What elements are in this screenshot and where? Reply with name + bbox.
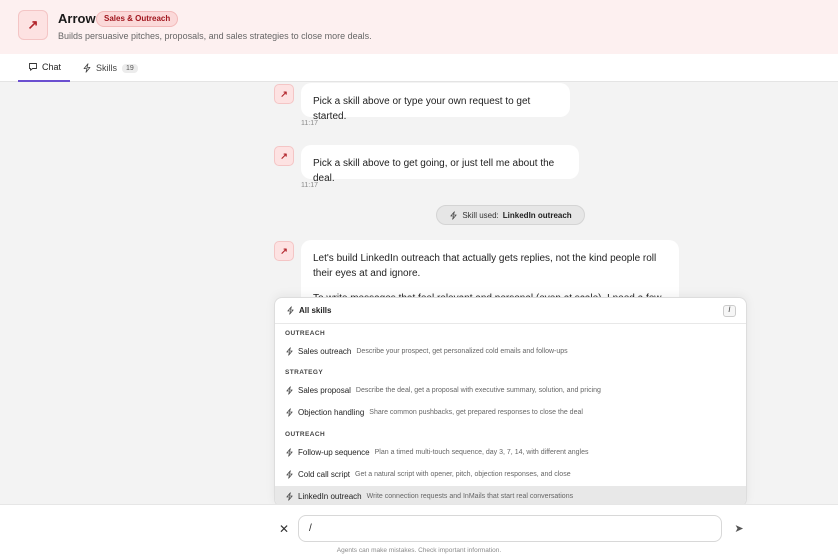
- agent-description: Builds persuasive pitches, proposals, and sales strategies to close more deals.: [58, 31, 372, 41]
- tab-bar: [0, 54, 838, 82]
- send-icon[interactable]: ➤: [734, 523, 744, 535]
- tab-chat-label: Chat: [42, 62, 62, 72]
- skill-description: Describe your prospect, get personalized cold emails and follow-ups: [356, 348, 568, 355]
- skill-item-sales-proposal[interactable]: [275, 380, 746, 401]
- arrow-up-right-icon: ↗: [274, 241, 294, 261]
- skill-description: Get a natural script with opener, pitch, objection responses, and close: [355, 471, 571, 478]
- section-heading: STRATEGY: [285, 369, 324, 376]
- message-input[interactable]: [298, 515, 722, 542]
- lightning-icon: [285, 492, 294, 501]
- lightning-icon: [449, 211, 458, 220]
- skill-used-name: LinkedIn outreach: [502, 210, 572, 220]
- lightning-icon: [285, 470, 294, 479]
- skill-name: LinkedIn outreach: [298, 492, 362, 501]
- skill-description: Share common pushbacks, get prepared responses to close the deal: [369, 409, 583, 416]
- message-paragraph: Let's build LinkedIn outreach that actually gets replies, not the kind people roll their eyes at and ignore.: [313, 253, 657, 279]
- lightning-icon: [285, 386, 294, 395]
- section-heading: OUTREACH: [285, 330, 326, 337]
- skill-description: Write connection requests and InMails that start real conversations: [366, 493, 574, 500]
- agent-title: Arrow: [58, 11, 96, 26]
- skill-name: Objection handling: [298, 408, 365, 417]
- skill-name: Follow-up sequence: [298, 448, 370, 457]
- close-icon[interactable]: ✕: [278, 522, 290, 536]
- composer: [0, 504, 838, 559]
- lightning-icon: [285, 347, 294, 356]
- message-timestamp: 11:17: [301, 120, 318, 127]
- skills-menu-title: All skills: [299, 306, 332, 315]
- skill-description: Plan a timed multi-touch sequence, day 3, 7, 14, with different angles: [374, 449, 589, 456]
- assistant-message: Pick a skill above or type your own request to get started.: [301, 83, 570, 117]
- skill-used-prefix: Skill used:: [462, 210, 499, 220]
- arrow-up-right-icon: ↗: [274, 146, 294, 166]
- lightning-icon: [286, 306, 295, 315]
- skill-name: Cold call script: [298, 470, 351, 479]
- message-timestamp: 11:17: [301, 182, 318, 189]
- disclaimer-text: Agents can make mistakes. Check important information.: [336, 547, 502, 554]
- tab-skills-label: Skills: [96, 63, 118, 73]
- skills-menu: [274, 297, 747, 507]
- skill-name: Sales outreach: [298, 347, 352, 356]
- arrow-up-right-icon: ↗: [274, 84, 294, 104]
- chat-bubble-icon: [28, 62, 38, 72]
- assistant-message: Pick a skill above to get going, or just tell me about the deal.: [301, 145, 579, 179]
- agent-header: [0, 0, 838, 54]
- lightning-icon: [82, 63, 92, 73]
- tab-skills[interactable]: [80, 54, 138, 82]
- skill-item-cold-call-script[interactable]: [275, 464, 746, 485]
- arrow-up-right-icon: ↗: [18, 10, 48, 40]
- skill-name: Sales proposal: [298, 386, 351, 395]
- skills-menu-header: [275, 298, 746, 324]
- skills-count-badge: 19: [122, 64, 138, 73]
- skill-item-sales-outreach[interactable]: [275, 341, 746, 362]
- skill-item-objection-handling[interactable]: [275, 402, 746, 423]
- category-badge: Sales & Outreach: [96, 11, 178, 27]
- tab-chat[interactable]: [18, 54, 70, 82]
- section-heading: OUTREACH: [285, 431, 326, 438]
- shortcut-key: /: [723, 305, 736, 317]
- lightning-icon: [285, 408, 294, 417]
- skill-description: Describe the deal, get a proposal with executive summary, solution, and pricing: [355, 387, 601, 394]
- lightning-icon: [285, 448, 294, 457]
- skill-item-follow-up-sequence[interactable]: [275, 442, 746, 463]
- skill-used-chip: [436, 205, 585, 225]
